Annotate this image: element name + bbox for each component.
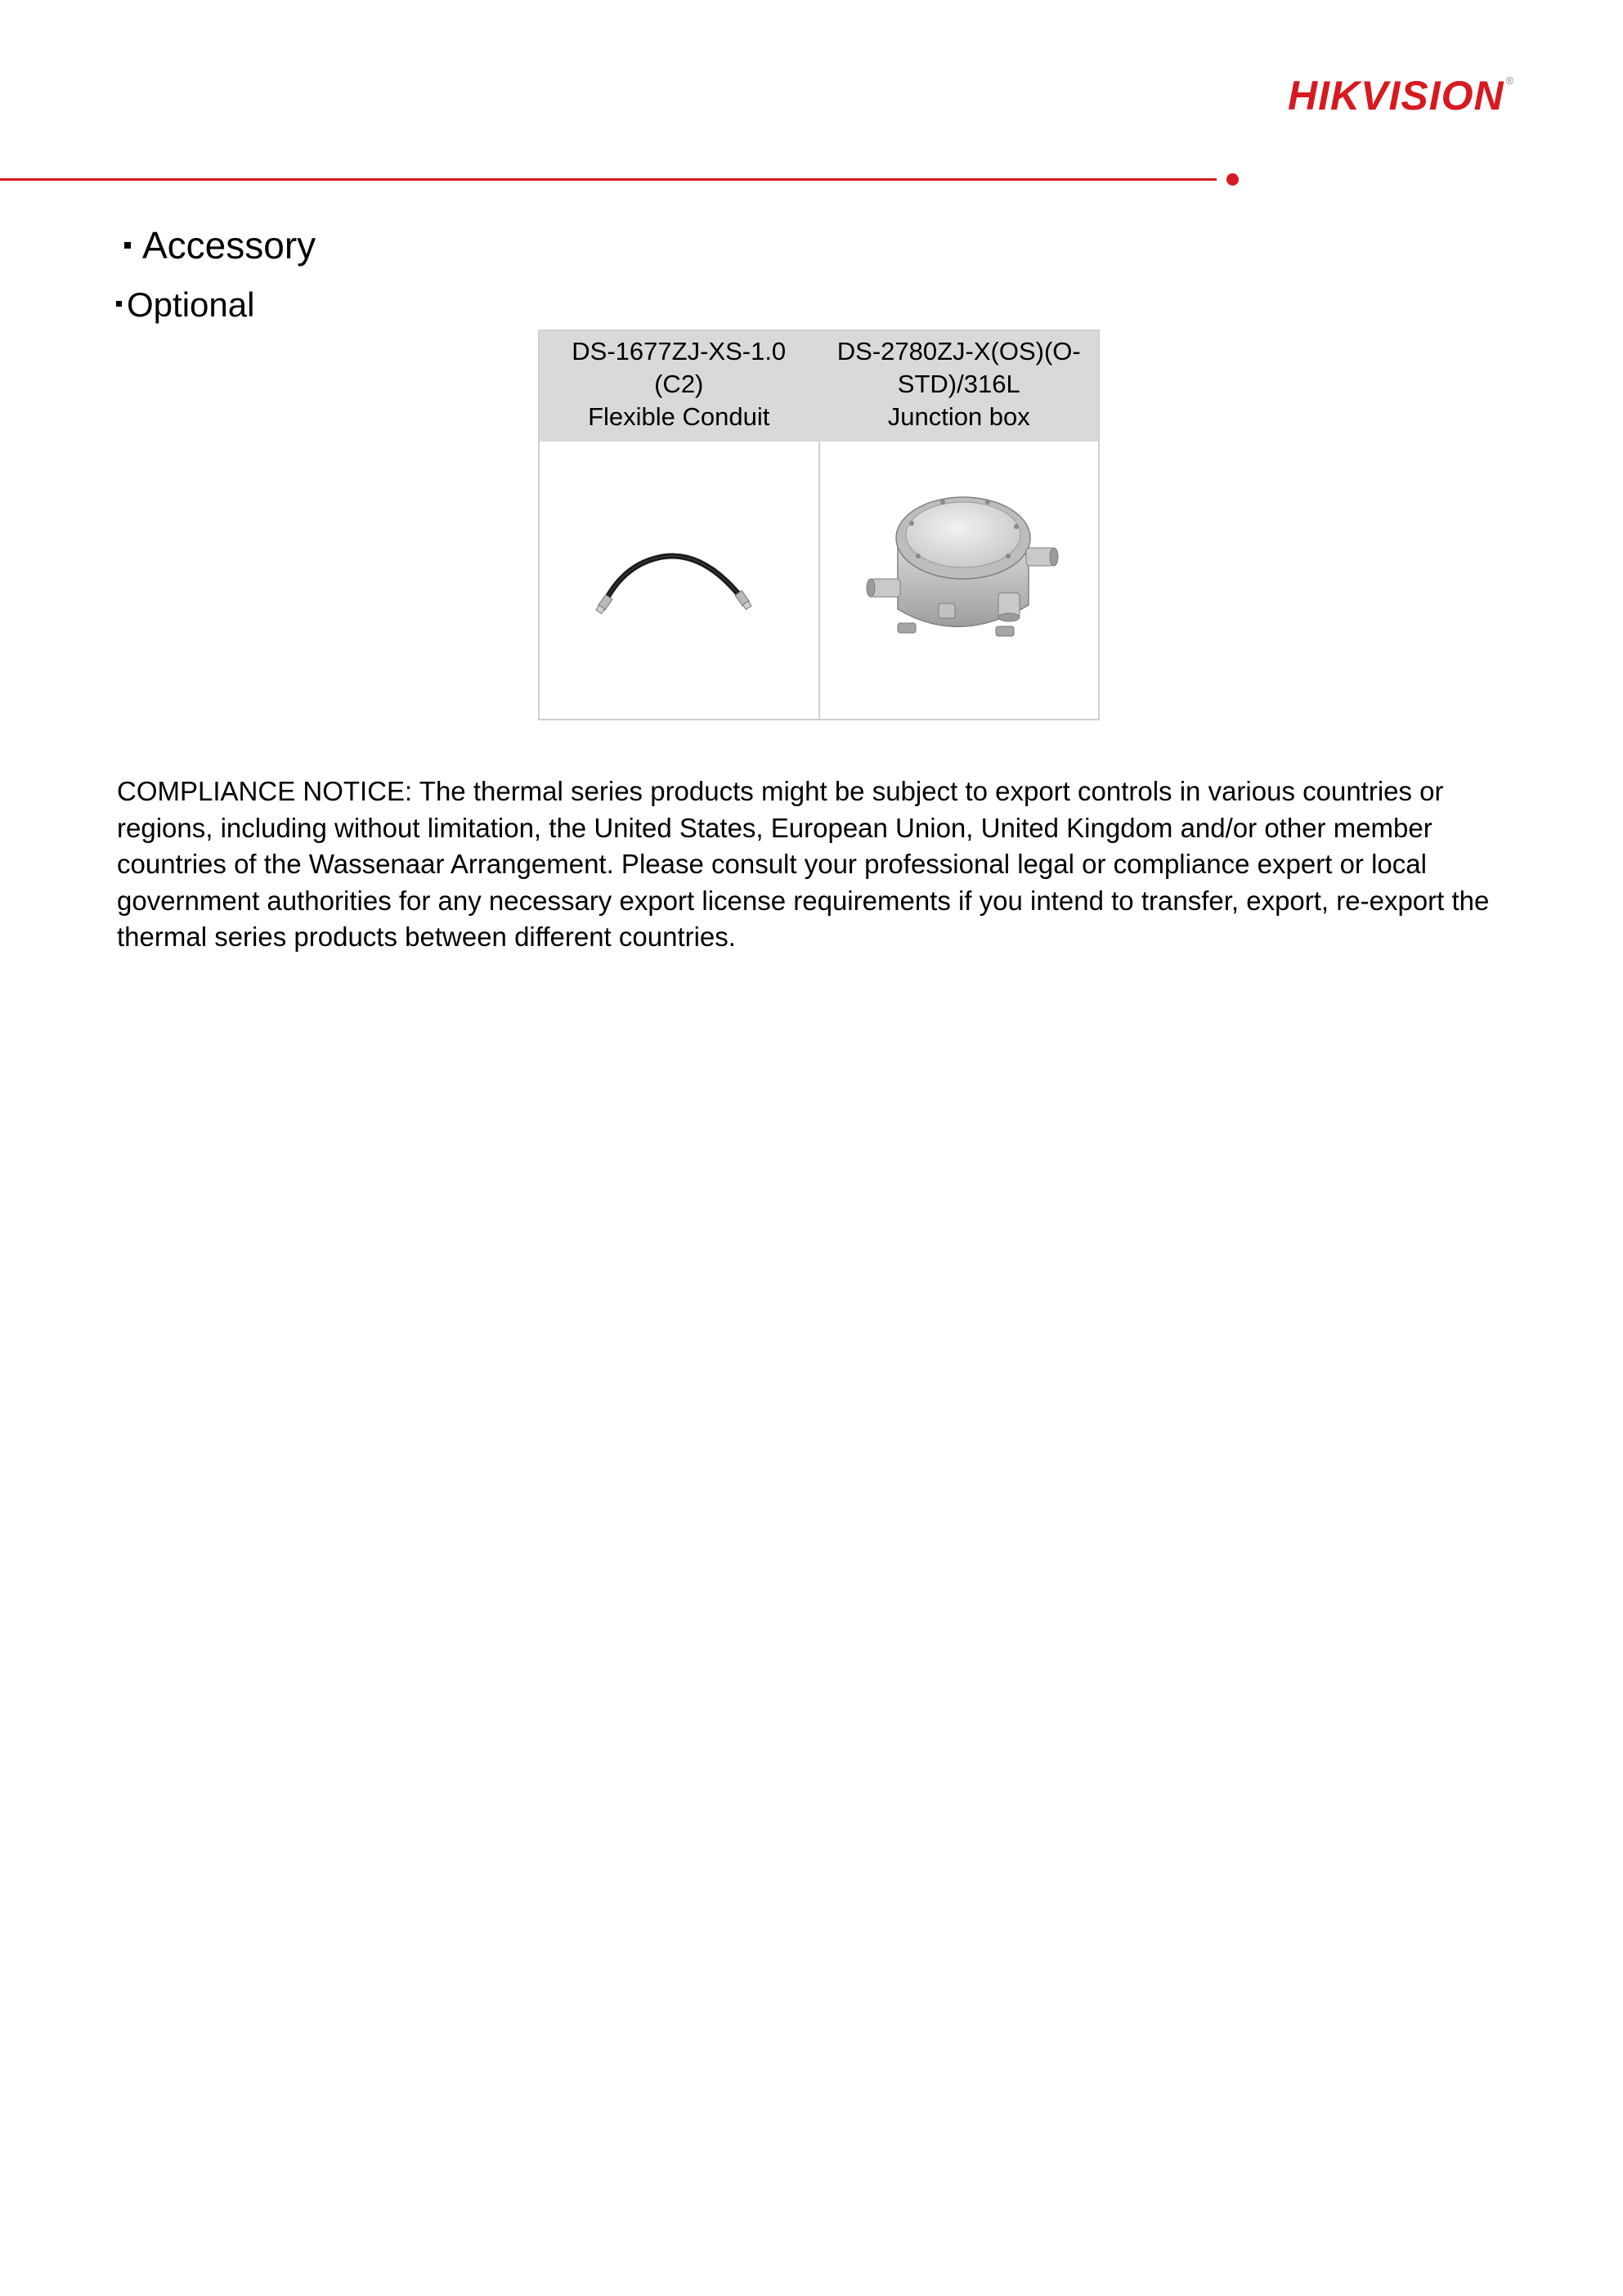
- accessory-header-cell: [820, 331, 1099, 442]
- header-rule-dot: [1226, 173, 1239, 186]
- section-subtitle-text: Optional: [127, 285, 255, 324]
- accessory-header-cell: [540, 331, 820, 442]
- accessory-image-cell: [540, 442, 820, 719]
- model-line: DS-2780ZJ-X(OS)(O-: [836, 337, 1081, 365]
- accessory-image-cell: [820, 442, 1099, 719]
- bullet-icon: [124, 242, 131, 249]
- bullet-icon: [116, 301, 122, 307]
- flexible-conduit-image: [540, 442, 818, 719]
- accessory-table-body: [540, 442, 1098, 719]
- section-title-text: Accessory: [142, 224, 316, 267]
- model-line: DS-1677ZJ-XS-1.0: [572, 337, 787, 365]
- accessory-type: Junction box: [887, 402, 1030, 431]
- header-rule: [0, 178, 1217, 181]
- accessory-type: Flexible Conduit: [588, 402, 770, 431]
- section-subtitle: [116, 282, 254, 328]
- section-title: [124, 221, 316, 270]
- accessory-table: [538, 330, 1100, 720]
- junction-box-image: [820, 442, 1098, 719]
- model-line: (C2): [654, 370, 704, 398]
- hikvision-logo: [1288, 73, 1515, 119]
- accessory-table-header: [540, 331, 1098, 442]
- registered-mark: ®: [1505, 74, 1515, 87]
- compliance-notice: COMPLIANCE NOTICE: The thermal series products might be subject to export controls in various countries or regions, including without limitation, the United States, European Union, United Kingdom and/or other member countries of the Wassenaar Arrangement. Please consult your professional legal or compliance expert or local government authorities for any necessary export license requirements if you intend to transfer, export, re-export the thermal series products between different countries.: [117, 776, 1490, 952]
- model-line: STD)/316L: [897, 370, 1020, 398]
- logo-text: HIKVISION: [1288, 73, 1504, 119]
